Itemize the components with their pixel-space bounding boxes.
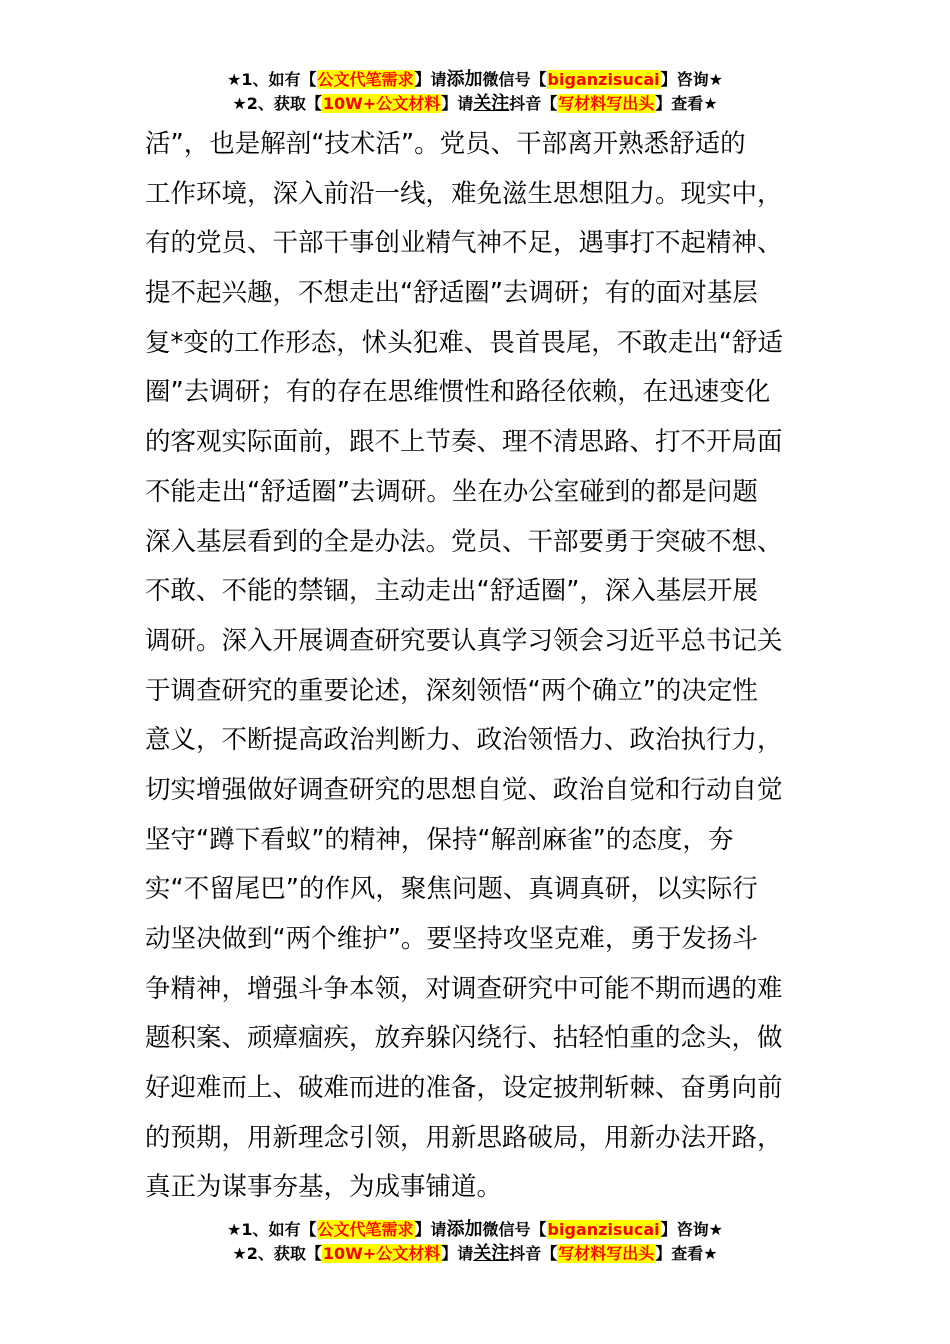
- highlight-materials: 10W+公文材料: [322, 94, 441, 113]
- banner-emphasis: 添加: [446, 69, 483, 90]
- highlight-service: 公文代笔需求: [317, 70, 414, 89]
- banner-line-2: [0, 1242, 950, 1266]
- body-line: 深入基层看到的全是办法。党员、干部要勇于突破不想、: [145, 526, 783, 557]
- banner-text: ★1、如有【: [227, 70, 317, 89]
- body-line: 好迎难而上、破难而进的准备，设定披荆斩棘、奋勇向前: [145, 1073, 783, 1104]
- body-line: 真正为谋事夯基，为成事铺道。: [145, 1172, 503, 1203]
- highlight-douyin-account: 写材料写出头: [558, 1244, 655, 1263]
- body-line: 切实增强做好调查研究的思想自觉、政治自觉和行动自觉: [145, 774, 783, 805]
- body-line: 工作环境，深入前沿一线，难免滋生思想阻力。现实中，: [145, 178, 783, 209]
- document-body: [145, 120, 810, 1213]
- banner-text: ★2、获取【: [232, 1244, 322, 1263]
- banner-text: 】请: [441, 94, 474, 113]
- body-line: 不能走出“舒适圈”去调研。坐在办公室碰到的都是问题: [145, 476, 758, 507]
- banner-text: 】请: [414, 70, 447, 89]
- highlight-service: 公文代笔需求: [317, 1220, 414, 1239]
- body-line: 动坚决做到“两个维护”。要坚持攻坚克难，勇于发扬斗: [145, 924, 758, 954]
- banner-emphasis: 关注: [473, 1243, 510, 1264]
- body-line: 不敢、不能的禁锢，主动走出“舒适圈”，深入基层开展: [145, 576, 758, 607]
- body-line: 实“不留尾巴”的作风，聚焦问题、真调真研，以实际行: [145, 874, 758, 905]
- banner-text: 抖音【: [509, 1244, 558, 1263]
- body-line: 活”，也是解剖“技术活”。党员、干部离开熟悉舒适的: [145, 129, 746, 159]
- banner-text: 】咨询★: [660, 1220, 723, 1239]
- banner-text: 】咨询★: [660, 70, 723, 89]
- banner-text: 微信号【: [482, 1220, 547, 1239]
- banner-text: ★1、如有【: [227, 1220, 317, 1239]
- banner-line-1: [0, 1218, 950, 1242]
- body-line: 的客观实际面前，跟不上节奏、理不清思路、打不开局面: [145, 427, 783, 458]
- body-line: 争精神，增强斗争本领，对调查研究中可能不期而遇的难: [145, 973, 783, 1004]
- body-line: 提不起兴趣，不想走出“舒适圈”去调研；有的面对基层: [145, 278, 758, 309]
- banner-line-1: [0, 68, 950, 92]
- banner-text: ★2、获取【: [232, 94, 322, 113]
- header-banner: [0, 68, 950, 116]
- banner-emphasis: 关注: [473, 93, 510, 114]
- banner-text: 】请: [441, 1244, 474, 1263]
- highlight-materials: 10W+公文材料: [322, 1244, 441, 1263]
- banner-text: 】请: [414, 1220, 447, 1239]
- body-line: 意义，不断提高政治判断力、政治领悟力、政治执行力，: [145, 725, 783, 756]
- banner-text: 】查看★: [655, 94, 718, 113]
- body-line: 有的党员、干部干事创业精气神不足，遇事打不起精神、: [145, 228, 783, 259]
- highlight-wechat-id: biganzisucai: [547, 1220, 660, 1239]
- banner-line-2: [0, 92, 950, 116]
- footer-banner: [0, 1218, 950, 1266]
- highlight-wechat-id: biganzisucai: [547, 70, 660, 89]
- banner-text: 抖音【: [509, 94, 558, 113]
- body-line: 题积案、顽瘴痼疾，放弃躲闪绕行、拈轻怕重的念头，做: [145, 1023, 783, 1054]
- banner-emphasis: 添加: [446, 1219, 483, 1240]
- body-line: 的预期，用新理念引领，用新思路破局，用新办法开路，: [145, 1122, 783, 1153]
- banner-text: 微信号【: [482, 70, 547, 89]
- banner-text: 】查看★: [655, 1244, 718, 1263]
- body-line: 复*变的工作形态，怵头犯难、畏首畏尾，不敢走出“舒适: [145, 327, 783, 358]
- body-line: 圈”去调研；有的存在思维惯性和路径依赖，在迅速变化: [145, 377, 771, 408]
- body-line: 调研。深入开展调查研究要认真学习领会习近平总书记关: [145, 625, 783, 656]
- highlight-douyin-account: 写材料写出头: [558, 94, 655, 113]
- body-line: 于调查研究的重要论述，深刻领悟“两个确立”的决定性: [145, 675, 758, 706]
- body-line: 坚守“蹲下看蚁”的精神，保持“解剖麻雀”的态度，夯: [145, 824, 734, 855]
